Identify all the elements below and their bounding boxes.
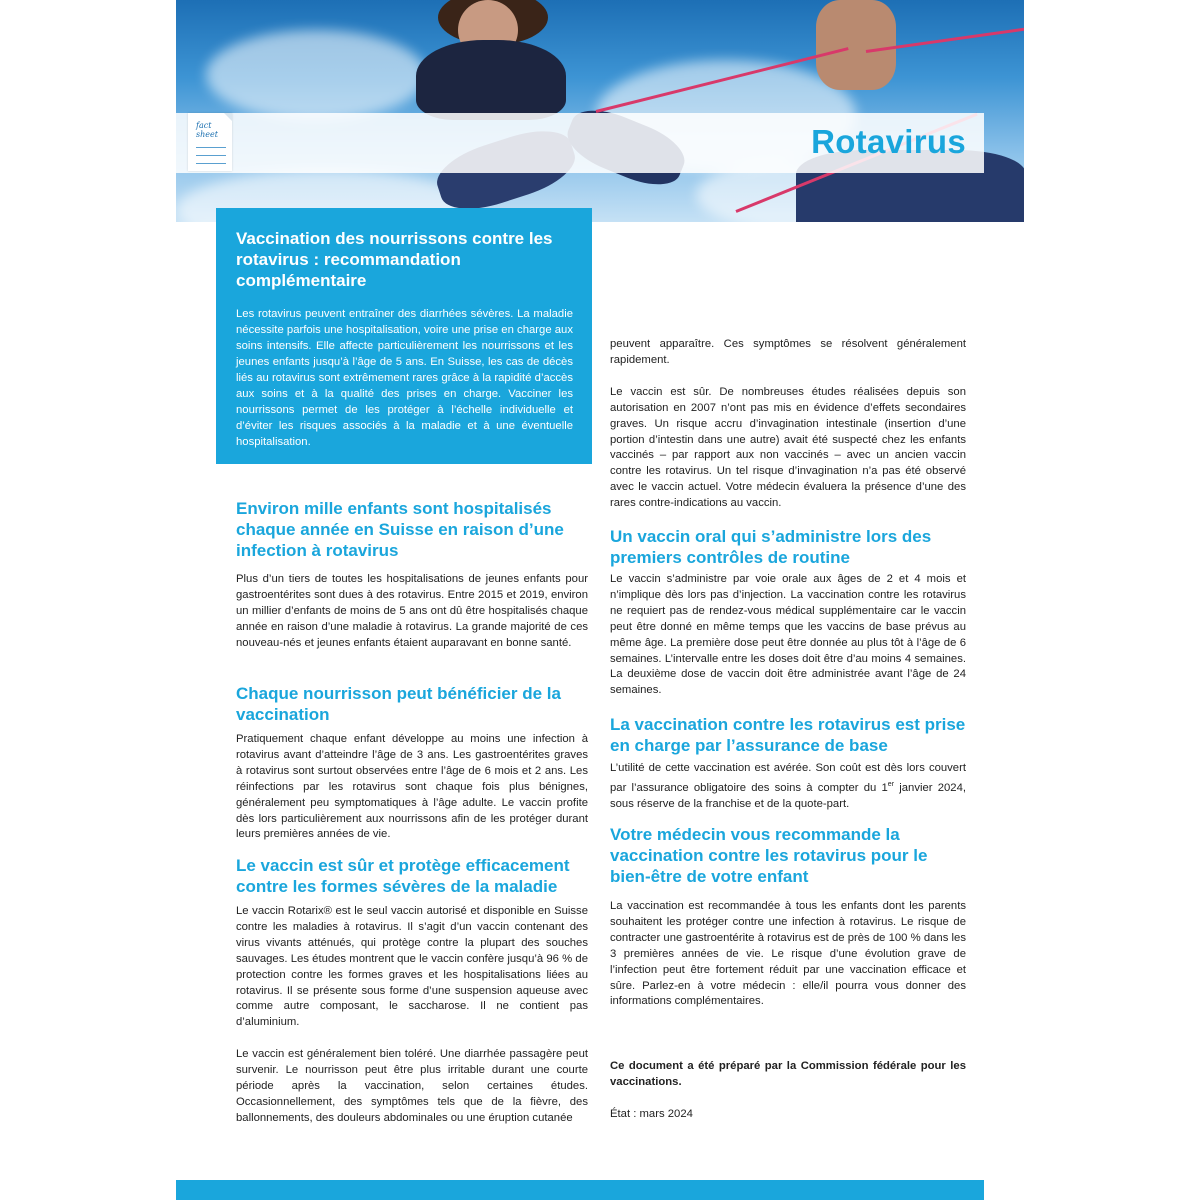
jumper-torso-shape <box>416 40 566 120</box>
section-every-infant <box>236 683 588 843</box>
section-text: Le vaccin Rotarix® est le seul vaccin autorisé et disponible en Suisse contre les maladies à rotavirus. Il s’agit d’un vaccin contenant des virus vivants atténués, qui protège contre la plupart des souches sauvages. Les études montrent que le vaccin confère jusqu’à 96 % de protection contre les formes graves et les hospitalisations liées au rotavirus. Il se présente sous forme d’une suspension aqueuse avec comme autre composant, le saccharose. Il ne contient pas d’aluminium. <box>236 905 588 1029</box>
section-insurance <box>610 714 966 812</box>
insurance-text-b: janvier 2024, sous réserve de la franchise et de la quote-part. <box>610 781 966 810</box>
page-title: Rotavirus <box>811 123 966 160</box>
fact-sheet-label-line2: sheet <box>196 130 218 139</box>
bottom-accent-bar <box>176 1180 984 1200</box>
section-text: Le vaccin est sûr. De nombreuses études réalisées depuis son autorisation en 2007 n’ont pas mis en évidence d’effets secondaires graves. Un risque accru d’invagination intestinale (insertion d’une portion d’intestin dans une autre) avait été suspecté chez les enfants vaccinés – par rapport aux non vaccinés – avec un ancien vaccin contre les rotavirus. Un tel risque d’invagination n’a pas été observé avec le vaccin actuel. Votre médecin évaluera la présence d’une des rares contre-indications au vaccin. <box>610 385 966 510</box>
section-text: Plus d’un tiers de toutes les hospitalisations de jeunes enfants pour gastroentérites sont dues à des rotavirus. Entre 2015 et 2019, environ un millier d’enfants de moins de 5 ans ont dû être hospitalisés chaque année en raison d’une maladie à rotavirus. La grande majorité de ces nouveau-nés et jeunes enfants étaient auparavant en bonne santé. <box>236 573 588 649</box>
credit-text: Ce document a été préparé par la Commission fédérale pour les vaccinations. <box>610 1060 966 1088</box>
card-line <box>196 163 226 164</box>
section-title: Chaque nourrisson peut bénéficier de la vaccination <box>236 684 561 724</box>
section-safe-vaccine <box>236 855 588 1127</box>
section-title: Votre médecin vous recommande la vaccination contre les rotavirus pour le bien-être de votre enfant <box>610 825 928 886</box>
cloud-shape <box>206 30 426 120</box>
section-title: Un vaccin oral qui s’administre lors des premiers contrôles de routine <box>610 527 932 567</box>
section-text: Le vaccin est généralement bien toléré. Une diarrhée passagère peut survenir. Le nourrisson peut être plus irritable durant une courte période après la vaccination, selon certaines études. Occasionnellement, des symptômes tels que de la fièvre, des ballonnements, des douleurs abdominales ou une éruption cutanée <box>236 1048 588 1124</box>
card-line <box>196 147 226 148</box>
page-fold-shape <box>224 113 232 121</box>
status-date: État : mars 2024 <box>610 1107 693 1120</box>
section-text <box>610 761 966 812</box>
section-hospitalised <box>236 498 588 652</box>
hero-photo <box>176 0 1024 222</box>
arm-shape <box>816 0 896 90</box>
section-text: Le vaccin s’administre par voie orale aux âges de 2 et 4 mois et n’implique dès lors pas d’injection. La vaccination contre les rotavirus ne requiert pas de rendez-vous médical supplémentaire car le vaccin peut être donné en même temps que les vaccins de base prévus au même âge. La première dose peut être donnée au plus tôt à l’âge de 6 semaines. L’intervalle entre les doses doit être d’au moins 4 semaines. La deuxième dose de vaccin doit être administrée avant l’âge de 24 semaines. <box>610 573 966 697</box>
section-title: Le vaccin est sûr et protège efficacement contre les formes sévères de la maladie <box>236 856 570 896</box>
document-footer <box>610 1059 966 1123</box>
section-oral-vaccine <box>610 526 966 699</box>
intro-box <box>216 208 592 464</box>
fact-sheet-label <box>196 121 218 139</box>
fact-sheet-label-line1: fact <box>196 121 212 130</box>
insurance-text-a: L’utilité de cette vaccination est avérée. Son coût est dès lors couvert par l’assurance obligatoire des soins à compter du 1 <box>610 762 966 794</box>
section-doctor <box>610 824 966 1010</box>
section-text: Pratiquement chaque enfant développe au moins une infection à rotavirus avant d’atteindre l’âge de 3 ans. Les gastroentérites graves à rotavirus sont surtout observées entre l’âge de 6 mois et 2 ans. Les réinfections par les rotavirus sont chaque fois plus bénignes, généralement peu symptomatiques à l’âge adulte. Le vaccin profite dès lors particulièrement aux nourrissons afin de les protéger durant leurs premières années de vie. <box>236 733 588 841</box>
section-title: Environ mille enfants sont hospitalisés chaque année en Suisse en raison d’une infection à rotavirus <box>236 499 564 560</box>
card-line <box>196 155 226 156</box>
insurance-text-sup: er <box>887 780 895 788</box>
intro-title: Vaccination des nourrissons contre les rotavirus : recommandation complémentaire <box>236 229 553 290</box>
title-band <box>176 113 984 173</box>
fact-sheet-icon <box>188 113 232 171</box>
section-title: La vaccination contre les rotavirus est prise en charge par l’assurance de base <box>610 715 966 755</box>
section-text: peuvent apparaître. Ces symptômes se résolvent généralement rapidement. <box>610 338 966 366</box>
intro-text: Les rotavirus peuvent entraîner des diarrhées sévères. La maladie nécessite parfois une hospitalisation, voire une prise en charge aux soins intensifs. Elle affecte particulièrement les nourrissons et les jeunes enfants jusqu’à l’âge de 5 ans. En Suisse, les cas de décès liés au rotavirus sont extrêmement rares grâce à la rapidité d’accès aux soins et à la qualité des prises en charge. Vacciner les nourrissons permet de les protéger à l’échelle individuelle et d’éviter les risques associés à la maladie et à une éventuelle hospitalisation. <box>236 308 573 448</box>
section-safe-vaccine-cont <box>610 337 966 512</box>
section-text: La vaccination est recommandée à tous les enfants dont les parents souhaitent les protéger contre une infection à rotavirus. Le risque de contracter une gastroentérite à rotavirus est de près de 100 % dans les 3 premières années de vie. Le risque d’une évolution grave de l’infection peut être fortement réduit par une vaccination efficace et sûre. Parlez-en à votre médecin : elle/il pourra vous donner des informations complémentaires. <box>610 900 966 1008</box>
fact-sheet-page <box>176 0 1024 1200</box>
